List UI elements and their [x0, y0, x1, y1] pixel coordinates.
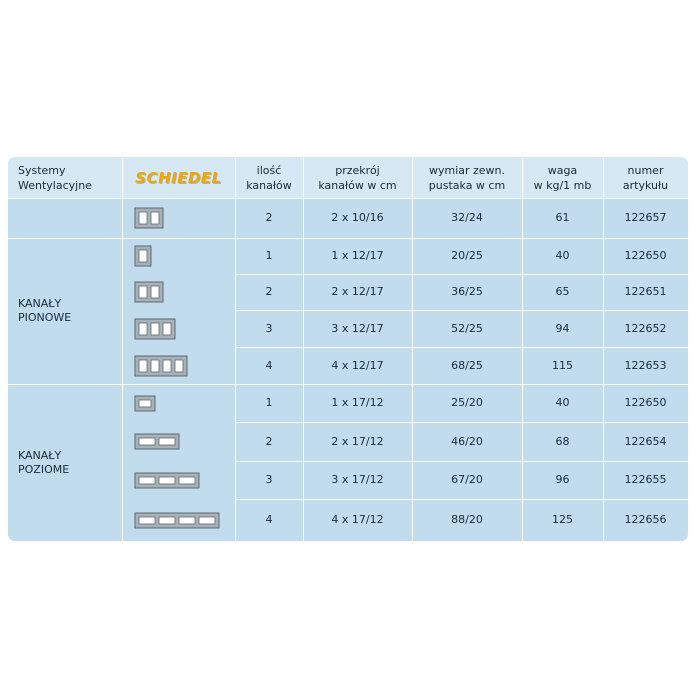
header-ilosc — [235, 157, 303, 198]
cell-dims: 52/25 — [451, 321, 483, 335]
group-label-line2: PIONOWE — [18, 311, 72, 324]
block-icon-cell — [134, 472, 200, 489]
channel-opening — [139, 323, 147, 335]
cell-channels: 2 — [265, 285, 273, 298]
cell-article: 122653 — [624, 358, 667, 372]
vertical-1-channel-icon — [134, 245, 152, 267]
cell-dims: 36/25 — [451, 285, 483, 298]
cell-section: 2 x 10/16 — [331, 211, 384, 224]
header-wymiar-line2: pustaka w cm — [428, 178, 506, 192]
cell-article: 122655 — [624, 473, 667, 486]
cell-dims: 25/20 — [451, 396, 483, 409]
channel-opening — [151, 360, 159, 372]
cell-article: 122650 — [624, 249, 667, 262]
cell-section: 4 x 12/17 — [331, 358, 384, 372]
cell-article: 122650 — [624, 396, 667, 409]
header-ilosc-line2: kanałów — [246, 178, 292, 192]
cell-section: 2 x 17/12 — [331, 434, 384, 448]
channel-opening — [175, 360, 183, 372]
cell-dims: 46/20 — [451, 434, 483, 448]
channel-opening — [179, 517, 195, 524]
channel-opening — [139, 477, 155, 484]
cell-weight: 40 — [555, 249, 570, 262]
cell-section: 1 x 17/12 — [331, 396, 384, 409]
vertical-3-channel-icon — [134, 318, 176, 340]
header-przekroj-line2: kanałów w cm — [318, 178, 397, 192]
channel-opening — [139, 438, 155, 445]
channel-opening — [199, 517, 215, 524]
header-numer-line1: numer — [627, 163, 664, 177]
header-waga-line2: w kg/1 mb — [533, 178, 592, 192]
cell-dims: 20/25 — [451, 249, 483, 262]
group-label-pionowe — [18, 238, 122, 384]
cell-dims: 68/25 — [451, 358, 483, 372]
channel-opening — [151, 286, 159, 298]
block-icon-cell — [134, 512, 220, 529]
cell-channels: 3 — [265, 321, 273, 335]
brand-logo-text: SCHIEDEL — [135, 168, 222, 187]
cell-channels: 1 — [265, 249, 273, 262]
vertical-2-channel-icon — [134, 281, 164, 303]
cell-weight: 61 — [555, 211, 570, 224]
channel-opening — [163, 323, 171, 335]
cell-channels: 1 — [265, 396, 273, 409]
grid-line — [122, 157, 123, 541]
header-wymiar-line1: wymiar zewn. — [428, 163, 506, 177]
header-ilosc-line1: ilość — [256, 163, 282, 177]
block-icon-cell — [134, 433, 180, 450]
cell-section: 1 x 12/17 — [331, 249, 384, 262]
cell-channels: 2 — [265, 434, 273, 448]
channel-opening — [151, 212, 159, 224]
product-table — [8, 157, 688, 541]
cell-channels: 4 — [265, 513, 273, 526]
cell-dims: 32/24 — [451, 211, 483, 224]
cell-section: 2 x 12/17 — [331, 285, 384, 298]
vertical-2-channel-icon — [134, 207, 164, 229]
header-systemy — [18, 157, 122, 198]
cell-dims: 67/20 — [451, 473, 483, 486]
cell-article: 122652 — [624, 321, 667, 335]
horizontal-1-channel-icon — [134, 395, 156, 412]
header-systemy-line1: Systemy — [18, 163, 66, 177]
block-icon-cell — [134, 245, 152, 267]
group-label-line1: KANAŁY — [18, 297, 62, 310]
group-label-line1: KANAŁY — [18, 448, 62, 462]
channel-opening — [139, 250, 147, 262]
block-icon-cell — [134, 281, 164, 303]
header-waga — [522, 157, 603, 198]
header-waga-line1: waga — [547, 163, 578, 177]
block-icon-cell — [134, 207, 164, 229]
header-przekroj — [303, 157, 412, 198]
cell-section: 3 x 12/17 — [331, 321, 384, 335]
cell-channels: 4 — [265, 358, 273, 372]
header-wymiar — [412, 157, 522, 198]
header-systemy-line2: Wentylacyjne — [18, 178, 92, 192]
cell-weight: 65 — [555, 285, 570, 298]
cell-article: 122651 — [624, 285, 667, 298]
header-numer — [603, 157, 688, 198]
cell-weight: 115 — [552, 358, 573, 372]
channel-opening — [159, 438, 175, 445]
channel-opening — [159, 517, 175, 524]
cell-dims: 88/20 — [451, 513, 483, 526]
cell-channels: 3 — [265, 473, 273, 486]
cell-weight: 68 — [555, 434, 570, 448]
block-icon-cell — [134, 395, 156, 412]
horizontal-4-channel-icon — [134, 512, 220, 529]
cell-channels: 2 — [265, 211, 273, 224]
cell-article: 122657 — [624, 211, 667, 224]
horizontal-3-channel-icon — [134, 472, 200, 489]
header-przekroj-line1: przekrój — [335, 163, 380, 177]
channel-opening — [151, 323, 159, 335]
group-label-poziome — [18, 384, 122, 541]
cell-weight: 96 — [555, 473, 570, 486]
channel-opening — [139, 286, 147, 298]
cell-section: 4 x 17/12 — [331, 513, 384, 526]
cell-weight: 125 — [552, 513, 573, 526]
vertical-4-channel-icon — [134, 355, 188, 377]
brand-logo — [122, 157, 235, 198]
channel-opening — [139, 517, 155, 524]
channel-opening — [139, 400, 151, 407]
cell-section: 3 x 17/12 — [331, 473, 384, 486]
channel-opening — [159, 477, 175, 484]
channel-opening — [163, 360, 171, 372]
block-icon-cell — [134, 355, 188, 377]
cell-weight: 40 — [555, 396, 570, 409]
block-icon-cell — [134, 318, 176, 340]
group-label-line2: POZIOME — [18, 462, 70, 476]
cell-weight: 94 — [555, 321, 570, 335]
channel-opening — [179, 477, 195, 484]
header-numer-line2: artykułu — [622, 178, 669, 192]
channel-opening — [139, 212, 147, 224]
cell-article: 122656 — [624, 513, 667, 526]
channel-opening — [139, 360, 147, 372]
cell-article: 122654 — [624, 434, 667, 448]
horizontal-2-channel-icon — [134, 433, 180, 450]
